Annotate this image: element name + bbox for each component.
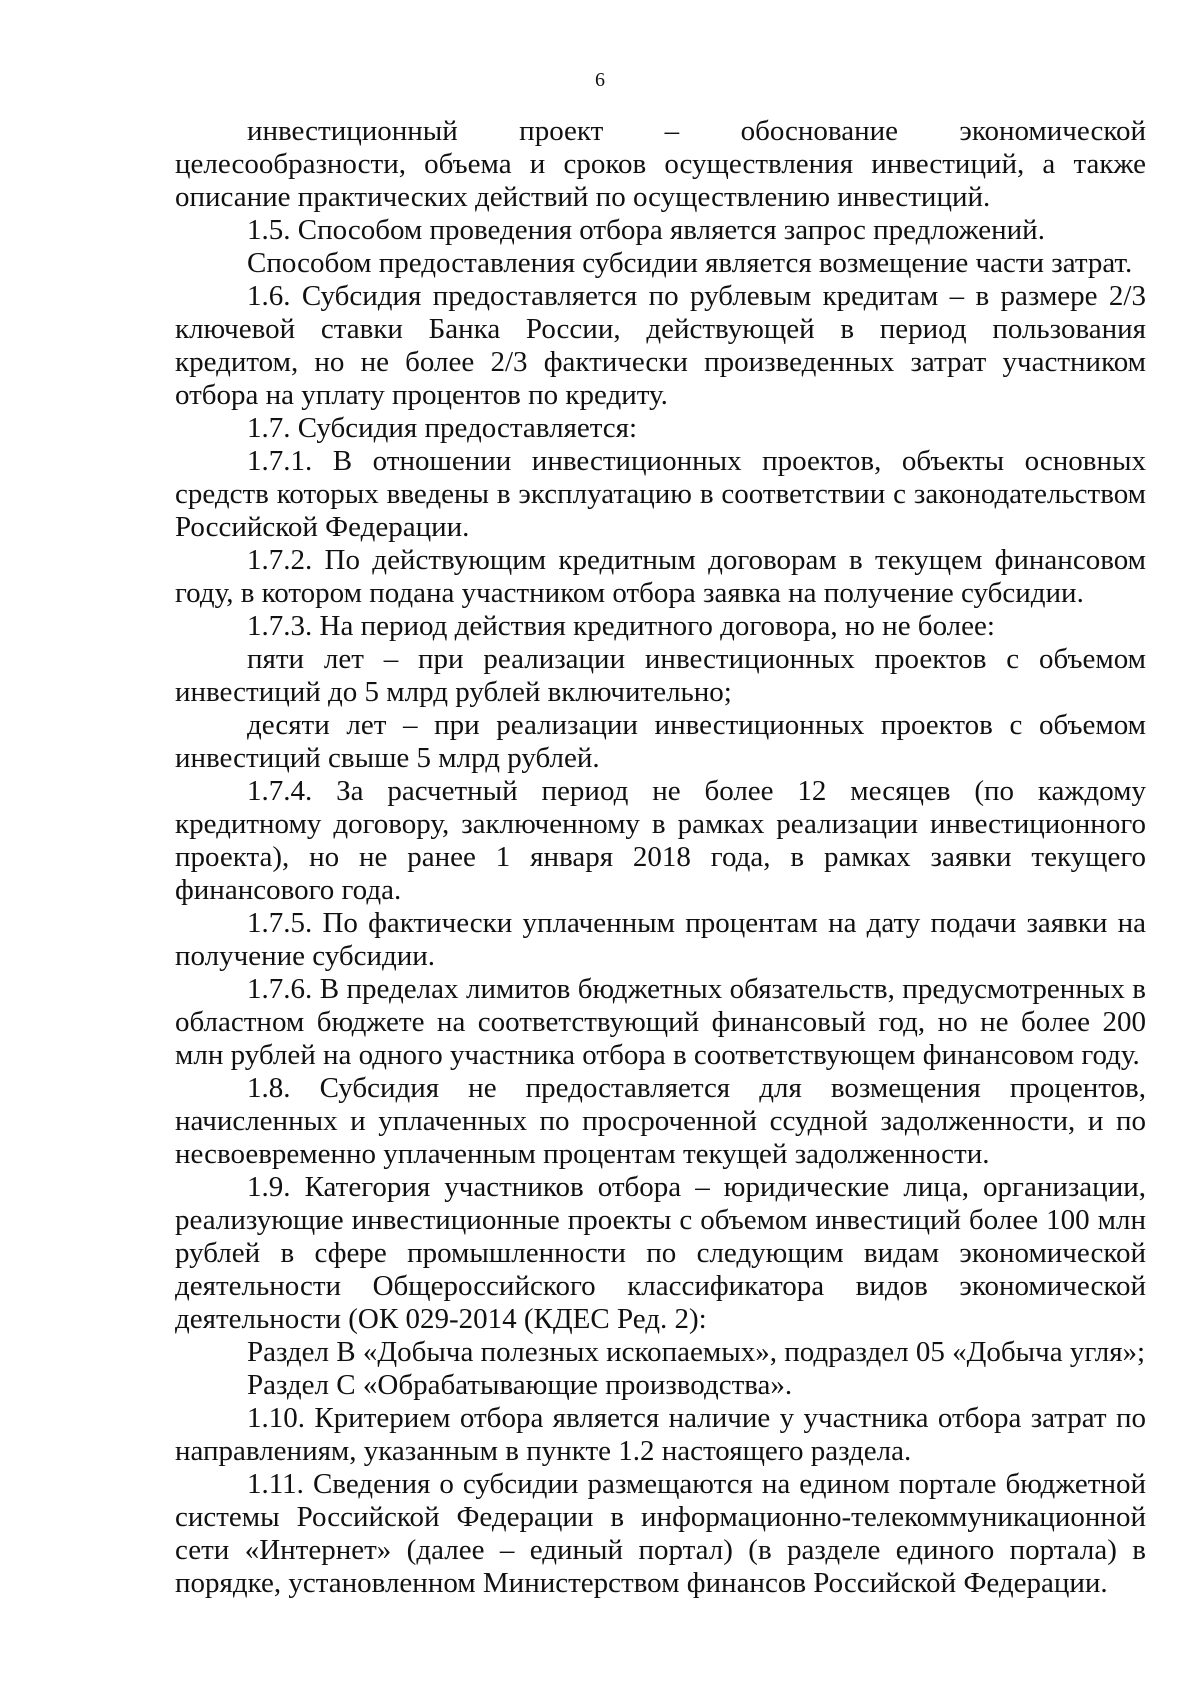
paragraph-1-7-5: 1.7.5. По фактически уплаченным процентам на дату подачи заявки на получение субсидии. — [175, 907, 1146, 972]
paragraph-1-7-4: 1.7.4. За расчетный период не более 12 месяцев (по каждому кредитному договору, заключенному в рамках реализации инвестиционного проекта), но не ранее 1 января 2018 года, в рамках заявки текущего финансового года. — [175, 775, 1146, 906]
paragraph-section-c: Раздел С «Обрабатывающие производства». — [247, 1369, 793, 1401]
paragraph-1-7-2: 1.7.2. По действующим кредитным договорам в текущем финансовом году, в котором подана участником отбора заявка на получение субсидии. — [175, 544, 1146, 609]
document-body — [175, 115, 1146, 1600]
paragraph-1-9: 1.9. Категория участников отбора – юридические лица, организации, реализующие инвестиционные проекты с объемом инвестиций более 100 млн рублей в сфере промышленности по следующим видам экономической деятельности Общероссийского классификатора видов экономической деятельности (ОК 029-2014 (КДЕС Ред. 2): — [175, 1171, 1146, 1335]
paragraph-subsidy-method: Способом предоставления субсидии является возмещение части затрат. — [247, 247, 1133, 279]
paragraph-1-5: 1.5. Способом проведения отбора является запрос предложений. — [247, 214, 1045, 246]
paragraph-investment-project-definition: инвестиционный проект – обоснование экономической целесообразности, объема и сроков осуществления инвестиций, а также описание практических действий по осуществлению инвестиций. — [175, 115, 1146, 213]
paragraph-1-11: 1.11. Сведения о субсидии размещаются на едином портале бюджетной системы Российской Федерации в информационно-телекоммуникационной сети «Интернет» (далее – единый портал) (в разделе единого портала) в порядке, установленном Министерством финансов Российской Федерации. — [175, 1468, 1146, 1599]
paragraph-section-b: Раздел В «Добыча полезных ископаемых», подраздел 05 «Добыча угля»; — [247, 1336, 1146, 1368]
paragraph-1-6: 1.6. Субсидия предоставляется по рублевым кредитам – в размере 2/3 ключевой ставки Банка России, действующей в период пользования кредитом, но не более 2/3 фактически произведенных затрат участником отбора на уплату процентов по кредиту. — [175, 280, 1146, 411]
paragraph-1-10: 1.10. Критерием отбора является наличие у участника отбора затрат по направлениям, указанным в пункте 1.2 настоящего раздела. — [175, 1402, 1146, 1467]
paragraph-1-7-6: 1.7.6. В пределах лимитов бюджетных обязательств, предусмотренных в областном бюджете на соответствующий финансовый год, но не более 200 млн рублей на одного участника отбора в соответствующем финансовом году. — [175, 973, 1146, 1071]
page-number: 6 — [595, 69, 605, 91]
paragraph-1-7: 1.7. Субсидия предоставляется: — [247, 412, 638, 444]
paragraph-1-8: 1.8. Субсидия не предоставляется для возмещения процентов, начисленных и уплаченных по просроченной ссудной задолженности, и по несвоевременно уплаченным процентам текущей задолженности. — [175, 1072, 1146, 1170]
paragraph-ten-years: десяти лет – при реализации инвестиционных проектов с объемом инвестиций свыше 5 млрд рублей. — [175, 709, 1146, 774]
paragraph-five-years: пяти лет – при реализации инвестиционных проектов с объемом инвестиций до 5 млрд рублей включительно; — [175, 643, 1146, 708]
paragraph-1-7-1: 1.7.1. В отношении инвестиционных проектов, объекты основных средств которых введены в эксплуатацию в соответствии с законодательством Российской Федерации. — [175, 445, 1146, 543]
paragraph-1-7-3: 1.7.3. На период действия кредитного договора, но не более: — [247, 610, 995, 642]
